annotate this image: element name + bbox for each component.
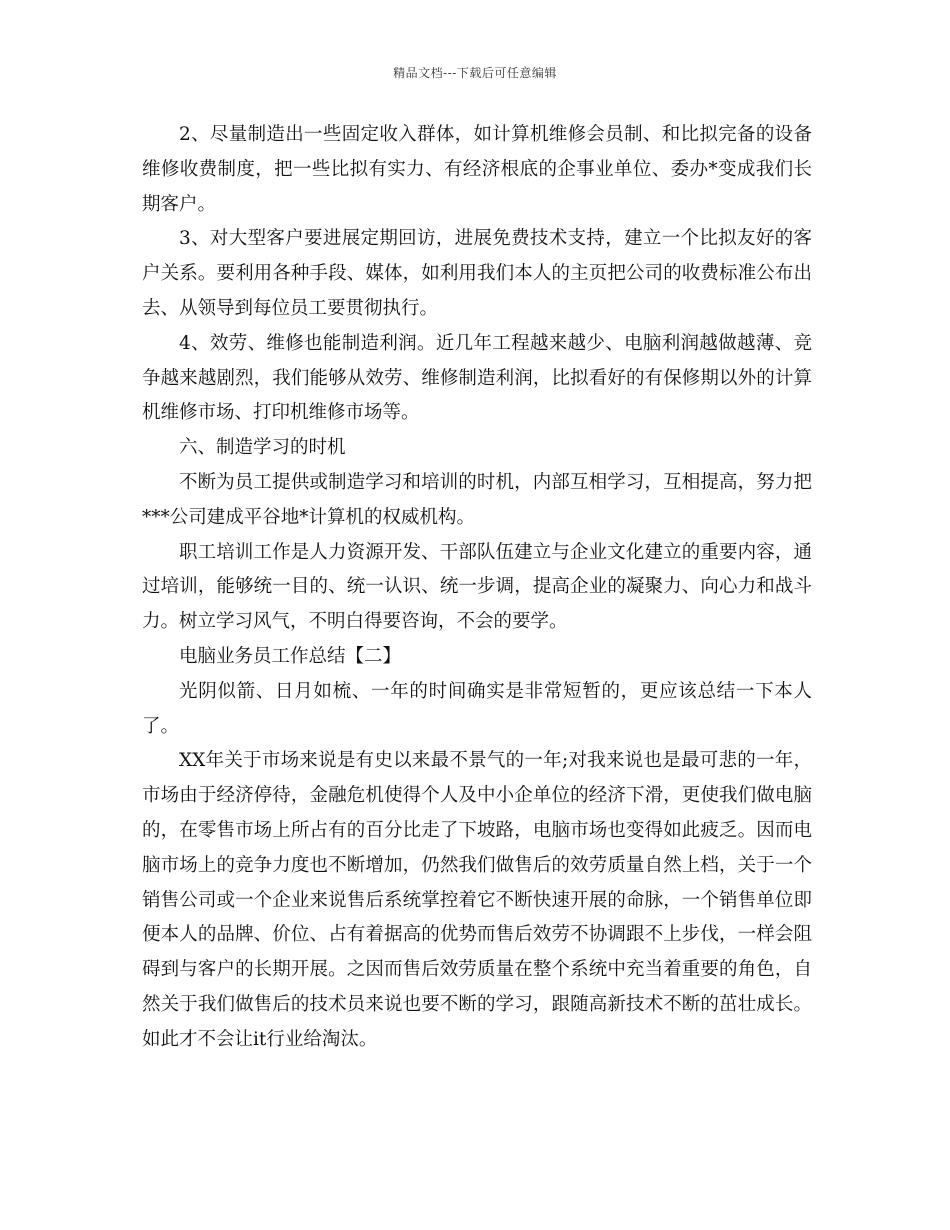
paragraph-training-opportunity: 不断为员工提供或制造学习和培训的时机，内部互相学习，互相提高，努力把***公司建成平谷地*计算机的权威机构。 bbox=[142, 471, 812, 528]
document-body bbox=[142, 118, 812, 1058]
paragraph-market: XX年关于市场来说是有史以来最不景气的一年;对我来说也是最可悲的一年，市场由于经济停待，金融危机使得个人及中小企单位的经济下滑，更使我们做电脑的，在零售市场上所占有的百分比走了下坡路，电脑市场也变得如此疲乏。因而电脑市场上的竞争力度也不断增加，仍然我们做售后的效劳质量自然上档，关于一个销售公司或一个企业来说售后系统掌控着它不断快速开展的命脉，一个销售单位即便本人的品牌、价位、占有着据高的优势而售后效劳不协调跟不上步伐，一样会阻碍到与客户的长期开展。之因而售后效劳质量在整个系统中充当着重要的角色，自然关于我们做售后的技术员来说也要不断的学习，跟随高新技术不断的茁壮成长。如此才不会让it行业给淘汰。 bbox=[142, 750, 812, 1050]
paragraph-staff-training: 职工培训工作是人力资源开发、干部队伍建立与企业文化建立的重要内容，通过培训，能够统一目的、统一认识、统一步调，提高企业的凝聚力、向心力和战斗力。树立学习风气，不明白得要咨询，不会的要学。 bbox=[142, 541, 812, 633]
section-title-summary-2: 电脑业务员工作总结【二】 bbox=[179, 645, 402, 667]
paragraph-item-4: 4、效劳、维修也能制造利润。近几年工程越来越少、电脑利润越做越薄、竞争越来越剧烈，我们能够从效劳、维修制造利润，比拟看好的有保修期以外的计算机维修市场、打印机维修市场等。 bbox=[142, 332, 812, 424]
page-header: 精品文档---下载后可任意编辑 bbox=[393, 66, 557, 80]
section-heading-6: 六、制造学习的时机 bbox=[179, 437, 346, 459]
paragraph-item-2: 2、尽量制造出一些固定收入群体，如计算机维修会员制、和比拟完备的设备维修收费制度，把一些比拟有实力、有经济根底的企事业单位、委办*变成我们长期客户。 bbox=[142, 124, 812, 215]
paragraph-item-3: 3、对大型客户要进展定期回访，进展免费技术支持，建立一个比拟友好的客户关系。要利用各种手段、媒体，如利用我们本人的主页把公司的收费标准公布出去、从领导到每位员工要贯彻执行。 bbox=[142, 228, 812, 319]
paragraph-intro: 光阴似箭、日月如梳、一年的时间确实是非常短暂的，更应该总结一下本人了。 bbox=[142, 680, 812, 737]
